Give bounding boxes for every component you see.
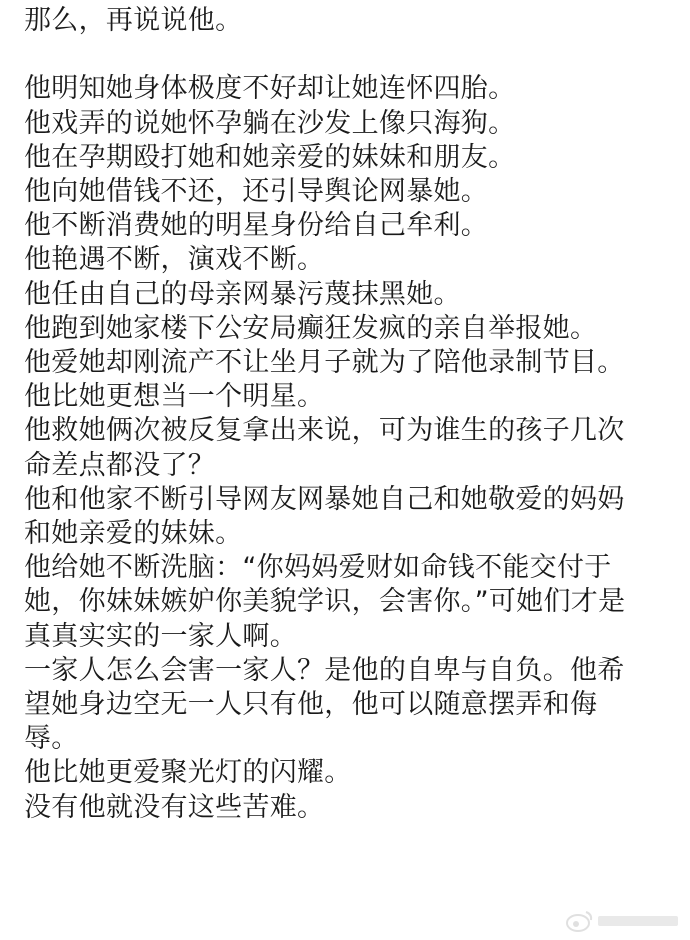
- text-line: 辱。: [24, 723, 79, 755]
- paragraph-spacer: [24, 38, 674, 72]
- text-line: 他给她不断洗脑：“你妈妈爱财如命钱不能交付于: [24, 552, 612, 584]
- weibo-watermark-icon: [564, 908, 682, 934]
- text-line: 望她身边空无一人只有他，他可以随意摆弄和侮: [24, 689, 598, 721]
- text-line: 他明知她身体极度不好却让她连怀四胎。: [24, 73, 516, 105]
- text-line: 他爱她却刚流产不让坐月子就为了陪他录制节目。: [24, 347, 625, 379]
- text-line: 他戏弄的说她怀孕躺在沙发上像只海狗。: [24, 107, 516, 139]
- text-line: 命差点都没了？: [24, 449, 216, 481]
- text-line: 没有他就没有这些苦难。: [24, 791, 325, 823]
- text-line: 和她亲爱的妹妹。: [24, 518, 243, 550]
- text-line: 他任由自己的母亲网暴污蔑抹黑她。: [24, 278, 461, 310]
- text-line: 他比她更爱聚光灯的闪耀。: [24, 757, 352, 789]
- text-line: 他跑到她家楼下公安局癫狂发疯的亲自举报她。: [24, 312, 598, 344]
- text-line: 他比她更想当一个明星。: [24, 381, 325, 413]
- text-line: 她，你妹妹嫉妒你美貌学识，会害你。”可她们才是: [24, 586, 626, 618]
- text-line: 他向她借钱不还，还引导舆论网暴她。: [24, 176, 489, 207]
- text-line: 他救她俩次被反复拿出来说，可为谁生的孩子几次: [24, 415, 625, 447]
- text-line: 他和他家不断引导网友网暴她自己和她敬爱的妈妈: [24, 483, 625, 515]
- text-line: 一家人怎么会害一家人？是他的自卑与自负。他希: [24, 654, 625, 686]
- text-line: 真真实实的一家人啊。: [24, 620, 297, 652]
- text-line: 他在孕期殴打她和她亲爱的妹妹和朋友。: [24, 141, 516, 173]
- intro-line: 那么，再说说他。: [24, 5, 243, 36]
- post-text-body: [24, 4, 674, 825]
- text-line: 他艳遇不断，演戏不断。: [24, 244, 325, 276]
- text-line: 他不断消费她的明星身份给自己牟利。: [24, 210, 489, 242]
